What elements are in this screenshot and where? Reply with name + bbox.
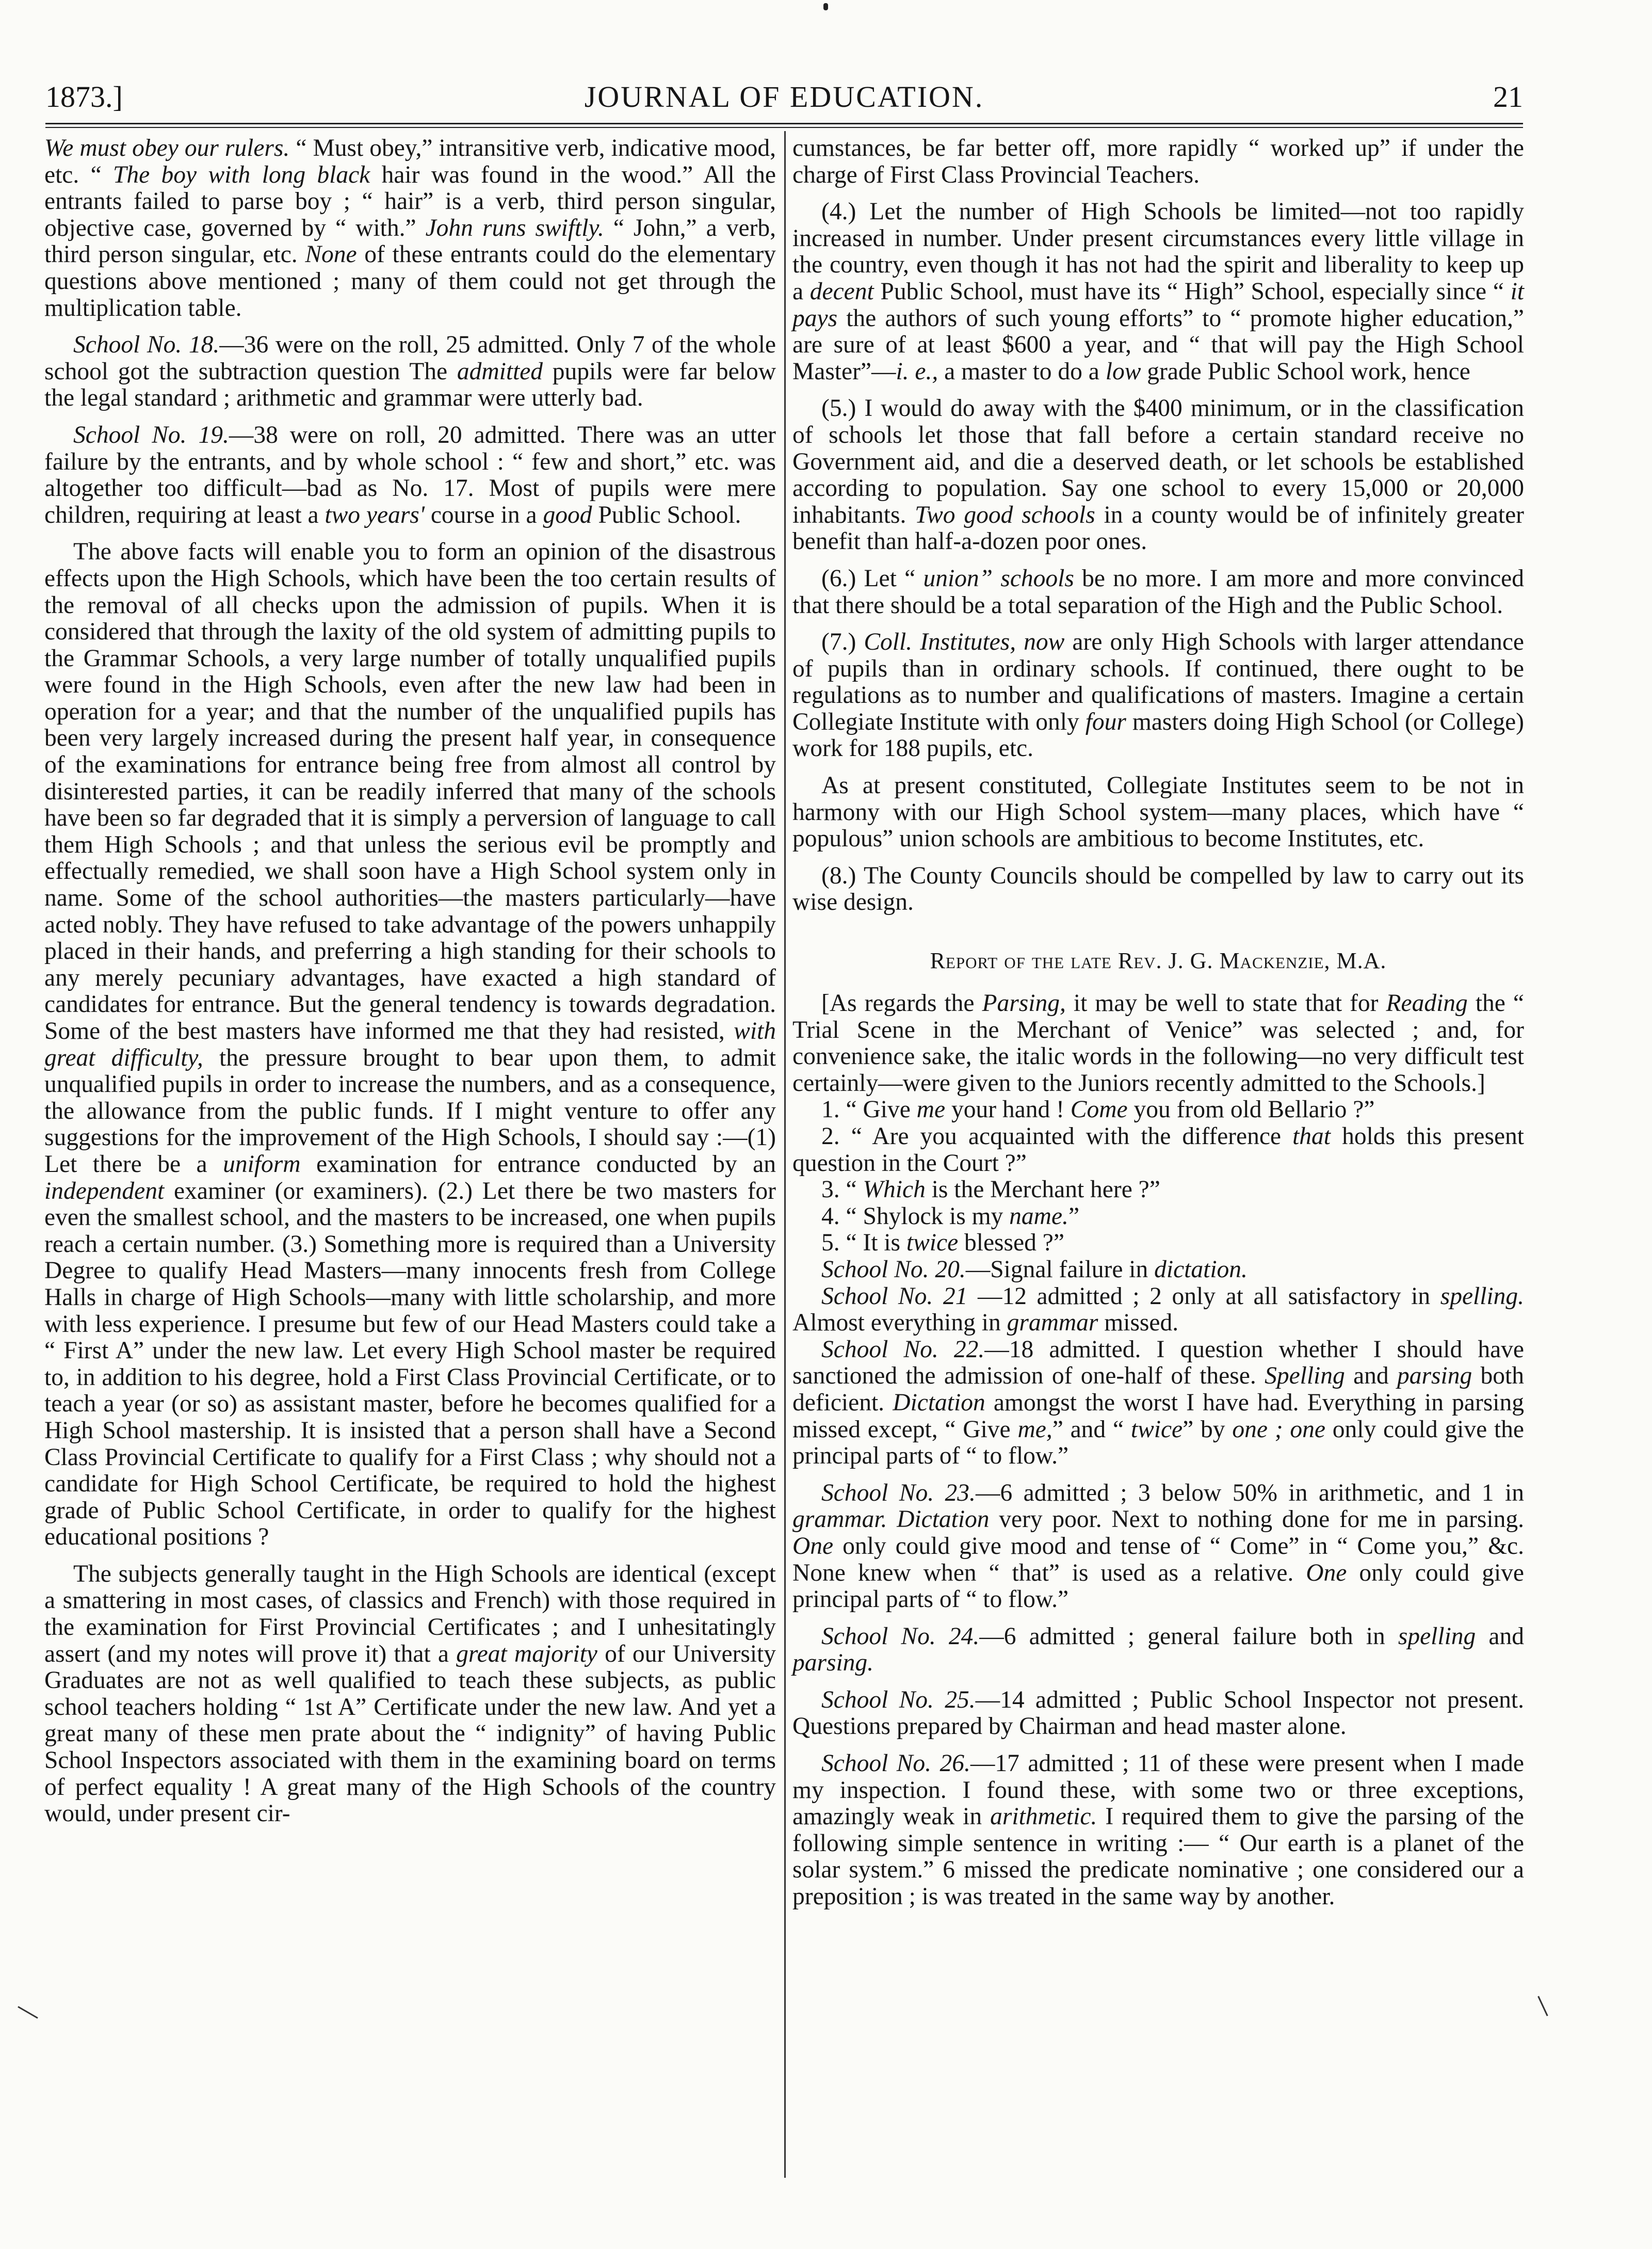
text: Almost everything in bbox=[792, 1309, 1007, 1337]
text: the “ Trial Scene in the Merchant of Venice” was selected ; and, for convenience sake, the italic words in the following—no very difficult test certainly—were given to the Juniors recently admitted to the Schools.] bbox=[792, 990, 1524, 1097]
italic-text: parsing. bbox=[792, 1649, 874, 1677]
italic-text: uniform bbox=[223, 1150, 301, 1178]
italic-text: twice bbox=[906, 1229, 959, 1257]
paragraph-item-4 bbox=[792, 199, 1524, 385]
school-label: School No. 20. bbox=[821, 1256, 966, 1283]
italic-text: name. bbox=[1009, 1202, 1068, 1230]
school-label: School No. 19. bbox=[73, 421, 229, 448]
text: missed. bbox=[1098, 1309, 1179, 1337]
italic-text: union” schools bbox=[923, 565, 1074, 592]
paragraph: As at present constituted, Collegiate Institutes seem to be not in harmony with our High School system—many places, which have “ populous” union schools are ambitious to become Institutes, etc. bbox=[792, 772, 1524, 853]
paragraph-school-18 bbox=[44, 332, 776, 412]
text: ” bbox=[1068, 1202, 1080, 1230]
text: —6 admitted ; general failure both in bbox=[979, 1623, 1398, 1650]
paragraph-intro bbox=[792, 990, 1524, 1097]
italic-text: One bbox=[792, 1532, 834, 1560]
paragraph-school-26 bbox=[792, 1750, 1524, 1910]
text: —14 admitted ; Public School Inspector not present. Questions prepared by Chairman and head master alone. bbox=[792, 1686, 1524, 1740]
text: examiner (or examiners). (2.) Let there be two masters for even the smallest school, and the masters to be increased, one when pupils reach a certain number. (3.) Something more is required than a University Degree to qualify Head Masters—many innocents fresh from College Halls in charge of High Schools—many with little scholarship, and more with less experience. I presume but few of our Head Masters could take a “ First A” under the new law. Let every High School master be required to, in addition to his degree, hold a First Class Provincial Certificate, or to teach a year (or so) as assistant master, before he becomes qualified for a High School mastership. It is insisted that a person shall have a Second Class Provincial Certificate to qualify for a First Class ; why should not a candidate for High School Certificate, be required to hold the highest grade of Public School Certificate, in order to qualify for the highest educational positions ? bbox=[44, 1177, 776, 1551]
running-header bbox=[45, 76, 1523, 118]
report-heading: Report of the late Rev. J. G. Mackenzie, M.A. bbox=[930, 948, 1387, 974]
school-label: School No. 21 bbox=[821, 1282, 968, 1310]
italic-text: great majority bbox=[456, 1640, 597, 1667]
text: 2. “ Are you acquainted with the difference bbox=[821, 1123, 1293, 1150]
text: hair was found in the wood.” All the entrants failed to parse boy ; “ hair” is a verb, third person singular, objective case, governed by “ with.” bbox=[44, 161, 776, 242]
text: only could give the principal parts of “ to flow.” bbox=[792, 1416, 1525, 1470]
text: only could give mood and tense of “ Come” in “ Come you,” &c. None knew when “ that” is used as a relative. bbox=[792, 1532, 1524, 1586]
italic-text: one ; one bbox=[1232, 1416, 1325, 1443]
italic-text: Two good schools bbox=[915, 501, 1095, 528]
header-title: JOURNAL OF EDUCATION. bbox=[584, 80, 984, 114]
italic-text: that bbox=[1292, 1123, 1331, 1150]
italic-text: spelling. bbox=[1440, 1282, 1525, 1310]
text: the authors of such young efforts” to “ promote higher education,” are sure of at least $600 a year, and “ that will pay the High School Master”— bbox=[792, 304, 1524, 385]
text: pupils were far below the legal standard ; arithmetic and grammar were utterly bad. bbox=[44, 358, 776, 412]
text: amongst the worst I have had. Everything in parsing missed except, “ Give bbox=[792, 1389, 1524, 1443]
school-label: School No. 25. bbox=[821, 1686, 976, 1713]
text: —38 were on roll, 20 admitted. There was an utter failure by the entrants, and by whole school : “ few and short,” etc. was altogether too difficult—bad as No. 17. Most of pupils were mere children, requiring at least a bbox=[44, 421, 776, 528]
text: of our University Graduates are not as well qualified to teach these subjects, as public school teachers holding “ 1st A” Certificate under the new law. And yet a great many of these men prate about the “ indignity” of having Public School Inspectors associated with them in the examining board on terms of perfect equality ! A great many of the High Schools of the country would, under present cir- bbox=[44, 1640, 776, 1827]
paragraph-item-6 bbox=[792, 566, 1524, 619]
school-label: School No. 22. bbox=[821, 1336, 985, 1363]
text: your hand ! bbox=[945, 1096, 1071, 1123]
text: in a county would be of infinitely greater benefit than half-a-dozen poor ones. bbox=[792, 501, 1524, 555]
paragraph-item-7 bbox=[792, 629, 1524, 762]
text: grade Public School work, hence bbox=[1141, 358, 1470, 385]
paragraph-school-25 bbox=[792, 1687, 1524, 1740]
page-number: 21 bbox=[1493, 80, 1523, 114]
text: only could give principal parts of “ to flow.” bbox=[792, 1559, 1524, 1613]
italic-text: it pays bbox=[792, 278, 1524, 332]
school-label: School No. 26. bbox=[821, 1750, 970, 1777]
italic-text: me, bbox=[1017, 1416, 1052, 1443]
text: and bbox=[1345, 1362, 1398, 1390]
header-rule bbox=[45, 123, 1523, 128]
italic-text: me bbox=[916, 1096, 946, 1123]
italic-text: dictation. bbox=[1154, 1256, 1248, 1283]
italic-text: i. e., bbox=[896, 358, 938, 385]
text: of these entrants could do the elementary questions above mentioned ; many of them could not get through the multiplication table. bbox=[44, 241, 776, 322]
text: you from old Bellario ?” bbox=[1127, 1096, 1375, 1123]
italic-text: John runs swiftly. bbox=[425, 214, 604, 242]
text: “ Must obey,” intransitive verb, indicative mood, etc. “ bbox=[44, 135, 776, 188]
italic-text: grammar bbox=[1007, 1309, 1098, 1337]
question-3 bbox=[792, 1177, 1524, 1203]
column-divider bbox=[784, 131, 786, 2178]
italic-text: two years' bbox=[325, 501, 425, 528]
paragraph bbox=[44, 539, 776, 1551]
italic-text: Come bbox=[1070, 1096, 1128, 1123]
text: —Signal failure in bbox=[965, 1256, 1155, 1283]
text: —18 admitted. I question whether I should have sanctioned the admission of one-half of these. bbox=[792, 1336, 1525, 1390]
text: a master to do a bbox=[938, 358, 1106, 385]
paragraph-item-8: (8.) The County Councils should be compelled by law to carry out its wise design. bbox=[792, 862, 1524, 916]
text: course in a bbox=[424, 501, 543, 528]
italic-text: Spelling bbox=[1265, 1362, 1345, 1390]
italic-text: The boy with long black bbox=[112, 161, 370, 188]
italic-text: One bbox=[1306, 1559, 1347, 1586]
text: be no more. I am more and more convinced that there should be a total separation of the High and the Public School. bbox=[792, 565, 1524, 619]
text: 4. “ Shylock is my bbox=[821, 1202, 1010, 1230]
italic-text: Which bbox=[863, 1176, 926, 1203]
text: The above facts will enable you to form an opinion of the disastrous effects upon the High Schools, which have been the too certain results of the removal of all checks upon the admission of pupils. When it is considered that through the laxity of the old system of admitting pupils to the Grammar Schools, a very large number of totally unqualified pupils were found in the High Schools, even after the new law had been in operation for a year; and that the number of the unqualified pupils has been very largely increased during the present half year, in consequence of the examinations for entrance being free from almost all control by disinterested parties, it can be readily inferred that many of the schools have been so far degraded that it is simply a perversion of language to call them High Schools ; and that unless the serious evil be promptly and effectually remedied, we shall soon have a High School system only in name. Some of the school authorities—the masters particularly—have acted nobly. They have refused to take advantage of the powers unhappily placed in their hands, and preferring a high standing for their schools to any merely pecuniary advantages, have exacted a high standard of candidates for entrance. But the general tendency is towards degradation. Some of the best masters have informed me that they had resisted, bbox=[44, 538, 776, 1045]
left-column bbox=[44, 135, 776, 1827]
paragraph: cumstances, be far better off, more rapidly “ worked up” if under the charge of First Class Provincial Teachers. bbox=[792, 135, 1524, 188]
text: (5.) I would do away with the $400 minimum, or in the classification of schools let those that fall before a certain standard receive no Government aid, and die a deserved death, or let schools be established according to population. Say one school to every 15,000 or 20,000 inhabitants. bbox=[792, 395, 1524, 528]
text: very poor. Next to nothing done for me in parsing. bbox=[989, 1506, 1524, 1533]
text: masters doing High School (or College) work for 188 pupils, etc. bbox=[792, 708, 1524, 762]
text: are only High Schools with larger attendance of pupils than in ordinary schools. If continued, there ought to be regulations as to number and qualifications of masters. Imagine a certain Collegiate Institute with only bbox=[792, 629, 1524, 735]
paragraph-school-23 bbox=[792, 1480, 1524, 1613]
text: The subjects generally taught in the High Schools are identical (except a smattering in most cases, of classics and French) with those required in the examination for First Provincial Certificates ; and I unhesitatingly assert (and my notes will prove it) that a bbox=[44, 1560, 776, 1667]
margin-pencil-mark bbox=[18, 2006, 38, 2019]
text: I required them to give the parsing of the following simple sentence in writing :— “ Our earth is a planet of the solar system.” 6 missed the predicate nominative ; one considered our a preposition ; is was treated in the same way by another. bbox=[792, 1803, 1524, 1910]
text: the pressure brought to bear upon them, to admit unqualified pupils in order to increase the numbers, and as a consequence, the allowance from the public funds. If I might venture to offer any suggestions for the improvement of the High Schools, I should say :—(1) Let there be a bbox=[44, 1044, 776, 1178]
text: —36 were on the roll, 25 admitted. Only 7 of the whole school got the subtraction question The bbox=[44, 331, 776, 385]
paragraph bbox=[44, 135, 776, 322]
paragraph-school-22 bbox=[792, 1337, 1524, 1470]
italic-text: Coll. Institutes, now bbox=[864, 629, 1065, 656]
question-4 bbox=[792, 1203, 1524, 1230]
italic-text: independent bbox=[44, 1177, 165, 1204]
text: 5. “ It is bbox=[821, 1229, 906, 1257]
italic-text: with great difficulty, bbox=[44, 1018, 776, 1071]
italic-text: Parsing, bbox=[982, 990, 1066, 1017]
italic-text: admitted bbox=[457, 358, 543, 385]
italic-text: spelling bbox=[1398, 1623, 1476, 1650]
text: Public School. bbox=[592, 501, 741, 528]
text: —6 admitted ; 3 below 50% in arithmetic, and 1 in bbox=[975, 1479, 1524, 1506]
italic-text: decent bbox=[809, 278, 874, 305]
school-label: School No. 23. bbox=[821, 1479, 976, 1506]
school-label: School No. 24. bbox=[821, 1623, 980, 1650]
text: (7.) bbox=[821, 629, 864, 656]
text: both deficient. bbox=[792, 1362, 1524, 1416]
italic-text: arithmetic. bbox=[990, 1803, 1097, 1830]
paragraph bbox=[44, 1561, 776, 1827]
text: ” and “ bbox=[1052, 1416, 1131, 1443]
margin-pencil-mark bbox=[1537, 1991, 1558, 2016]
paragraph-item-5 bbox=[792, 395, 1524, 555]
question-2 bbox=[792, 1123, 1524, 1177]
text: —17 admitted ; 11 of these were present when I made my inspection. I found these, with some two or three exceptions, amazingly weak in bbox=[792, 1750, 1524, 1830]
italic-text: good bbox=[543, 501, 592, 528]
text: —12 admitted ; 2 only at all satisfactory in bbox=[967, 1282, 1440, 1310]
italic-text: parsing bbox=[1397, 1362, 1472, 1390]
school-label: School No. 18. bbox=[73, 331, 220, 359]
text: is the Merchant here ?” bbox=[925, 1176, 1160, 1203]
text: and bbox=[1476, 1623, 1524, 1650]
right-column bbox=[792, 135, 1524, 1910]
italic-text: low bbox=[1105, 358, 1141, 385]
ink-speck bbox=[823, 3, 828, 10]
italic-text: Dictation bbox=[893, 1389, 985, 1416]
header-year: 1873.] bbox=[45, 80, 123, 114]
text: blessed ?” bbox=[958, 1229, 1064, 1257]
text: Public School, must have its “ High” School, especially since “ bbox=[873, 278, 1511, 305]
text: holds this present question in the Court ?” bbox=[792, 1123, 1524, 1177]
italic-text: Dictation bbox=[897, 1506, 990, 1533]
paragraph-school-21 bbox=[792, 1283, 1524, 1337]
paragraph-school-24 bbox=[792, 1624, 1524, 1677]
text: examination for entrance conducted by an bbox=[300, 1150, 776, 1178]
text: 1. “ Give bbox=[821, 1096, 917, 1123]
text: 3. “ bbox=[821, 1176, 863, 1203]
italic-text: four bbox=[1085, 708, 1126, 735]
text: (6.) Let “ bbox=[821, 565, 924, 592]
italic-text: We must obey our rulers. bbox=[44, 135, 290, 162]
italic-text: Reading bbox=[1386, 990, 1468, 1017]
text: [As regards the bbox=[821, 990, 982, 1017]
paragraph-school-20 bbox=[792, 1257, 1524, 1283]
paragraph-school-19 bbox=[44, 422, 776, 528]
text: “ John,” a verb, third person singular, etc. bbox=[44, 214, 776, 268]
italic-text: None bbox=[305, 241, 357, 268]
text: (4.) Let the number of High Schools be limited—not too rapidly increased in number. Under present circumstances every little village in the country, even though it has not had the spirit and liberality to keep up a bbox=[792, 198, 1524, 305]
text bbox=[887, 1506, 897, 1533]
italic-text: twice bbox=[1130, 1416, 1183, 1443]
italic-text: grammar. bbox=[792, 1506, 887, 1533]
question-5 bbox=[792, 1230, 1524, 1257]
text: it may be well to state that for bbox=[1065, 990, 1386, 1017]
question-1 bbox=[792, 1097, 1524, 1123]
text: ” by bbox=[1183, 1416, 1233, 1443]
